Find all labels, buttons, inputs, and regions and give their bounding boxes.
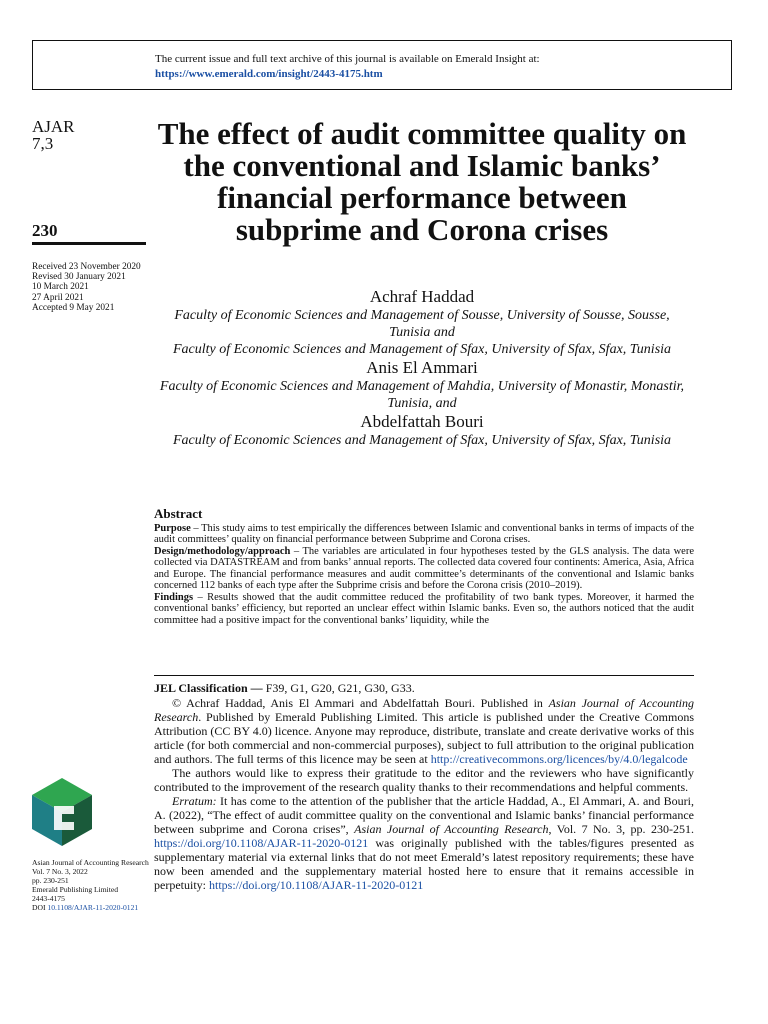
abstract-heading: Abstract: [154, 506, 203, 521]
doi-label: DOI: [32, 903, 48, 912]
author-name: Anis El Ammari: [366, 358, 478, 377]
abstract: [154, 508, 694, 626]
sidebar-divider: [32, 242, 146, 245]
section-divider: [154, 675, 694, 676]
footer-volume: Vol. 7 No. 3, 2022: [32, 867, 88, 876]
history-received: Received 23 November 2020: [32, 262, 141, 272]
footer-issn: 2443-4175: [32, 894, 65, 903]
footer-doi-link[interactable]: 10.1108/AJAR-11-2020-0121: [47, 903, 139, 912]
emerald-logo-icon: [32, 778, 92, 846]
article-history: [32, 262, 150, 313]
erratum-text: It has come to the attention of the publisher that the article Haddad, A., El Ammari, A. and Bouri, A. (2022), “The effect of audit committee quality on the conventional and Islamic banks’ financial performance between subprime and Corona crises”,: [154, 794, 694, 836]
history-revised: Revised 30 January 2021: [32, 272, 126, 283]
license-link[interactable]: http://creativecommons.org/licences/by/4.0/legalcode: [430, 752, 688, 766]
copyright-text-2: . Published by Emerald Publishing Limited. This article is published under the Creative Commons Attribution (CC BY 4.0) licence. Anyone may reproduce, distribute, translate and create derivative works of this article (for both commercial and non-commercial purposes), subject to full attribution to the original publication and authors. The full terms of this licence may be seen at: [154, 710, 694, 766]
author-affiliation: Faculty of Economic Sciences and Management of Mahdia, University of Monastir, Monastir, Tunisia, and: [159, 379, 685, 411]
footer-pages: pp. 230-251: [32, 876, 69, 885]
journal-url-link[interactable]: https://www.emerald.com/insight/2443-4175.htm: [155, 68, 383, 80]
erratum-text-2: , Vol. 7 No. 3, pp. 230-251.: [548, 822, 694, 836]
erratum-doi-link-2[interactable]: https://doi.org/10.1108/AJAR-11-2020-0121: [208, 878, 424, 892]
jel-classification: [154, 681, 694, 695]
abstract-design: [154, 546, 694, 592]
acknowledgement-paragraph: The authors would like to express their gratitude to the editor and the reviewers who have significantly contributed to the improvement of the research quality thanks to their recommendations and helpful comments.: [154, 766, 694, 794]
abstract-purpose: [154, 523, 694, 546]
footer-doi: [32, 903, 152, 912]
footer-publisher: Emerald Publishing Limited: [32, 885, 119, 894]
history-accepted: Accepted 9 May 2021: [32, 302, 115, 313]
copyright-text: © Achraf Haddad, Anis El Ammari and Abdelfattah Bouri. Published in: [172, 696, 549, 710]
notice-text: The current issue and full text archive of this journal is available on Emerald Insight at:: [155, 53, 540, 65]
design-label: Design/methodology/approach: [154, 545, 291, 557]
author-name: Achraf Haddad: [369, 287, 475, 306]
design-text: – The variables are articulated in four hypotheses tested by the GLS analysis. The data were collected via DATASTREAM and from banks’ annual reports. The collected data covered four continents: America, Asia, Africa and Europe. The financial performance measures and audit committee’s determinants of the conventional and Islamic banks concerned 112 banks of each type after the Subprime crisis and before the Corona crisis (2010–2019).: [154, 545, 694, 591]
history-revised-2: 10 March 2021: [32, 282, 89, 293]
findings-text: – Results showed that the audit committee reduced the profitability of two bank types. Moreover, it harmed the conventional banks’ efficiency, but reported an unclear effect within Islamic banks. Even so, the authors noticed that the audit committee had a positive impact for the conventional banks’ liquidity, while the: [154, 591, 694, 626]
purpose-label: Purpose: [154, 522, 191, 534]
erratum-label: Erratum:: [172, 794, 217, 808]
copyright-paragraph: [154, 696, 694, 766]
erratum-text-3: was originally published with the tables/figures presented as supplementary material via external links that do not meet Emerald’s latest repository requirements; these have now been amended and the supplementary material hosted here to ensure that it remains accessible in perpetuity:: [154, 836, 694, 892]
footer-journal-name: Asian Journal of Accounting Research: [32, 858, 149, 867]
erratum-journal-italic: Asian Journal of Accounting Research: [354, 822, 549, 836]
volume-issue: 7,3: [32, 134, 54, 153]
page-number: 230: [32, 221, 58, 240]
findings-label: Findings: [154, 591, 194, 603]
jel-label: JEL Classification —: [154, 681, 263, 695]
abstract-findings: [154, 592, 694, 627]
journal-notice-box: [32, 40, 732, 90]
erratum-paragraph: [154, 794, 694, 892]
erratum-doi-link[interactable]: https://doi.org/10.1108/AJAR-11-2020-0121: [154, 836, 369, 850]
history-revised-3: 27 April 2021: [32, 292, 84, 303]
author-affiliation: Faculty of Economic Sciences and Management of Sousse, University of Sousse, Sousse, Tunisia and: [174, 308, 670, 340]
sidebar: [32, 118, 146, 152]
journal-footer: [32, 858, 152, 912]
author-block: [152, 287, 692, 449]
purpose-text: – This study aims to test empirically the differences between Islamic and conventional banks in terms of impacts of the audit committees’ quality on financial performance between Subprime and Corona crises.: [154, 522, 694, 545]
article-title: The effect of audit committee quality on the conventional and Islamic banks’ financial performance between subprime and Corona crises: [157, 116, 687, 247]
journal-abbreviation: AJAR: [32, 117, 75, 136]
front-matter-notes: [154, 696, 694, 892]
author-affiliation: Faculty of Economic Sciences and Management of Sfax, University of Sfax, Sfax, Tunisia: [172, 342, 672, 357]
journal-title-italic: Asian Journal of Accounting Research: [154, 696, 694, 724]
author-name: Abdelfattah Bouri: [360, 412, 484, 431]
author-affiliation: Faculty of Economic Sciences and Management of Sfax, University of Sfax, Sfax, Tunisia: [172, 433, 672, 448]
jel-codes: F39, G1, G20, G21, G30, G33.: [262, 681, 415, 695]
